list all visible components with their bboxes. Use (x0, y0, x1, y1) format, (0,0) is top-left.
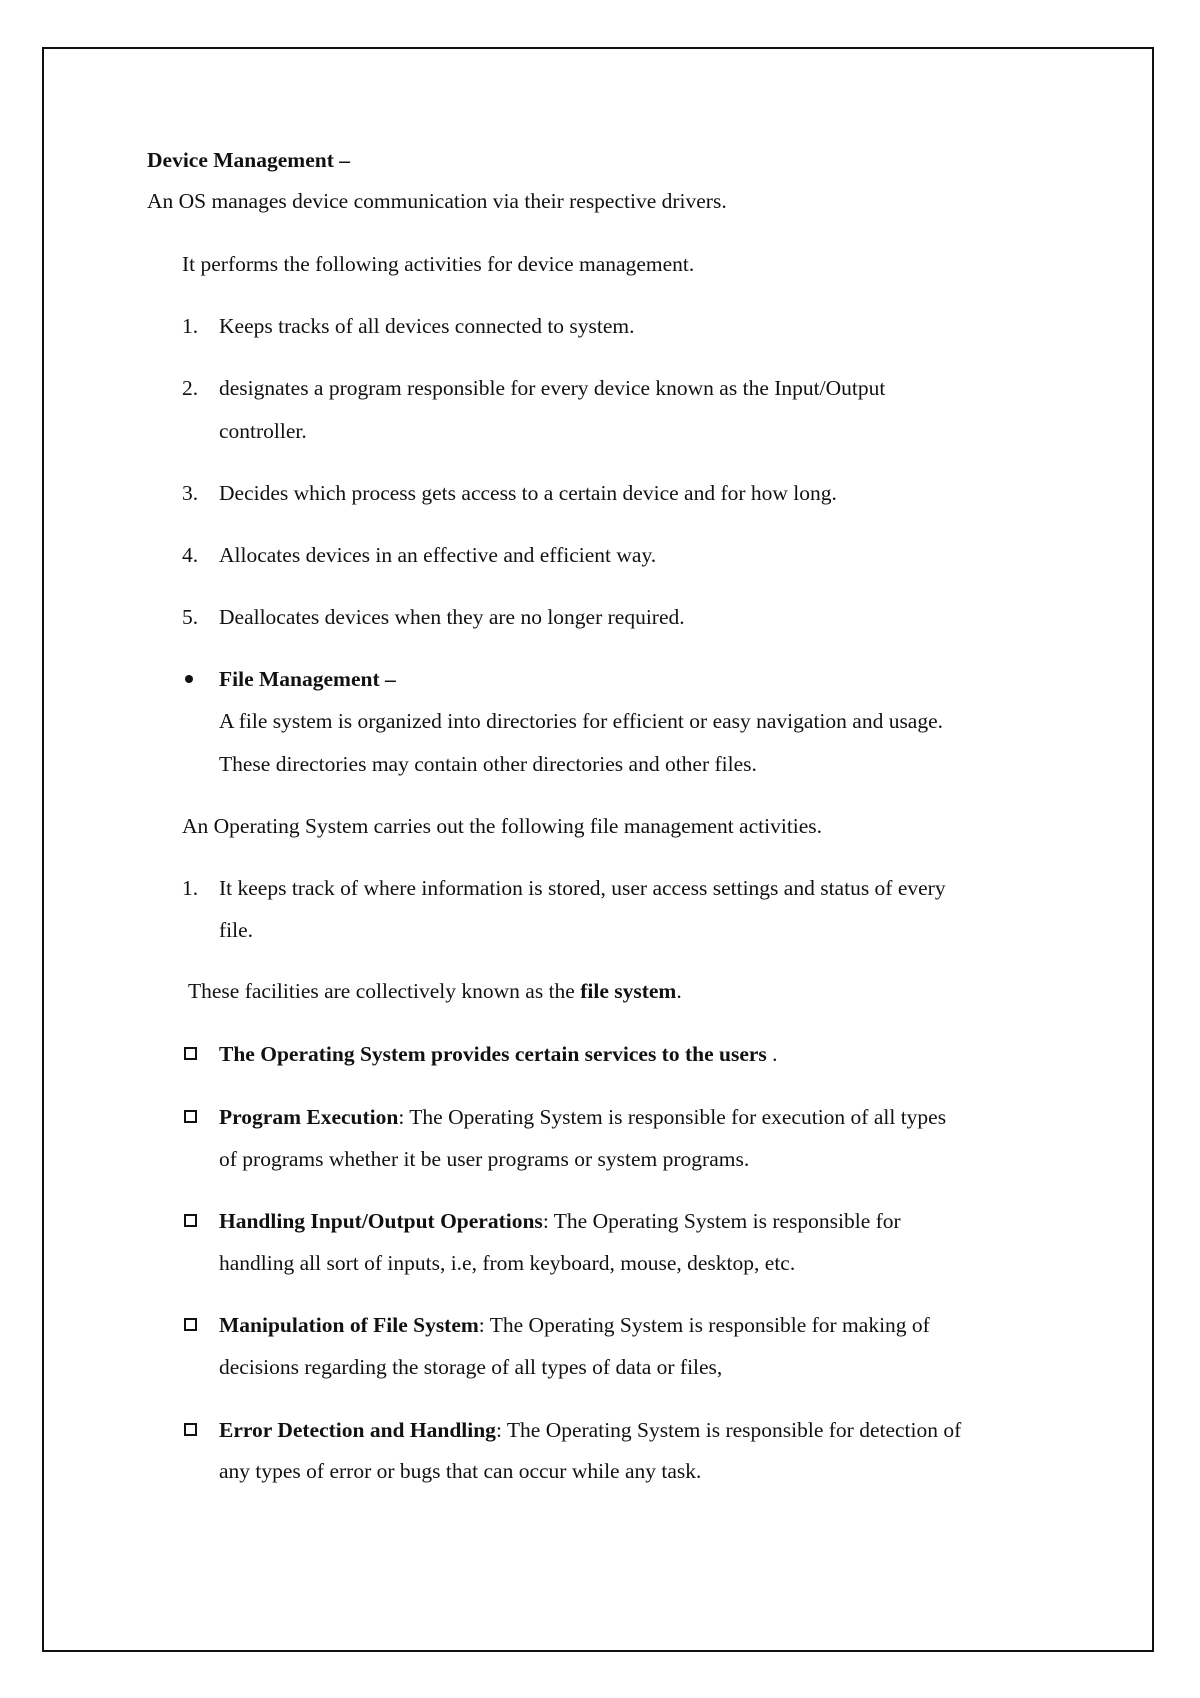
list-number: 3. (182, 481, 199, 505)
checkbox-bullet-icon (184, 1110, 197, 1123)
service-item-cont: decisions regarding the storage of all types of data or files, (219, 1355, 723, 1379)
checkbox-bullet-icon (184, 1047, 197, 1060)
list-number: 4. (182, 543, 199, 567)
list-number: 1. (182, 876, 199, 900)
list-item-cont: file. (219, 918, 254, 942)
list-item: It keeps track of where information is stored, user access settings and status of every (219, 876, 946, 900)
list-item: Allocates devices in an effective and efficient way. (219, 543, 657, 567)
list-item-cont: controller. (219, 419, 307, 443)
device-management-heading: Device Management – (147, 148, 350, 172)
service-item-cont: any types of error or bugs that can occur while any task. (219, 1459, 702, 1483)
service-item: Error Detection and Handling: The Operating System is responsible for detection of (219, 1418, 962, 1442)
list-item: Deallocates devices when they are no longer required. (219, 605, 685, 629)
service-item: Manipulation of File System: The Operating System is responsible for making of (219, 1313, 930, 1337)
file-system-note: These facilities are collectively known as the file system. (188, 979, 682, 1003)
page-border (42, 47, 1154, 1652)
device-lead: It performs the following activities for device management. (182, 252, 695, 276)
file-desc: These directories may contain other directories and other files. (219, 752, 757, 776)
services-heading: The Operating System provides certain services to the users . (219, 1042, 778, 1066)
list-item: designates a program responsible for every device known as the Input/Output (219, 376, 886, 400)
file-desc: A file system is organized into directories for efficient or easy navigation and usage. (219, 709, 944, 733)
file-lead: An Operating System carries out the following file management activities. (182, 814, 823, 838)
service-item-cont: handling all sort of inputs, i.e, from keyboard, mouse, desktop, etc. (219, 1251, 796, 1275)
checkbox-bullet-icon (184, 1214, 197, 1227)
bullet-icon (185, 675, 193, 683)
list-number: 2. (182, 376, 199, 400)
device-intro: An OS manages device communication via their respective drivers. (147, 189, 727, 213)
service-item-cont: of programs whether it be user programs or system programs. (219, 1147, 750, 1171)
list-item: Decides which process gets access to a certain device and for how long. (219, 481, 837, 505)
checkbox-bullet-icon (184, 1318, 197, 1331)
list-number: 1. (182, 314, 199, 338)
service-item: Handling Input/Output Operations: The Operating System is responsible for (219, 1209, 901, 1233)
file-management-heading: File Management – (219, 667, 396, 691)
checkbox-bullet-icon (184, 1423, 197, 1436)
list-number: 5. (182, 605, 199, 629)
service-item: Program Execution: The Operating System is responsible for execution of all types (219, 1105, 947, 1129)
list-item: Keeps tracks of all devices connected to system. (219, 314, 635, 338)
